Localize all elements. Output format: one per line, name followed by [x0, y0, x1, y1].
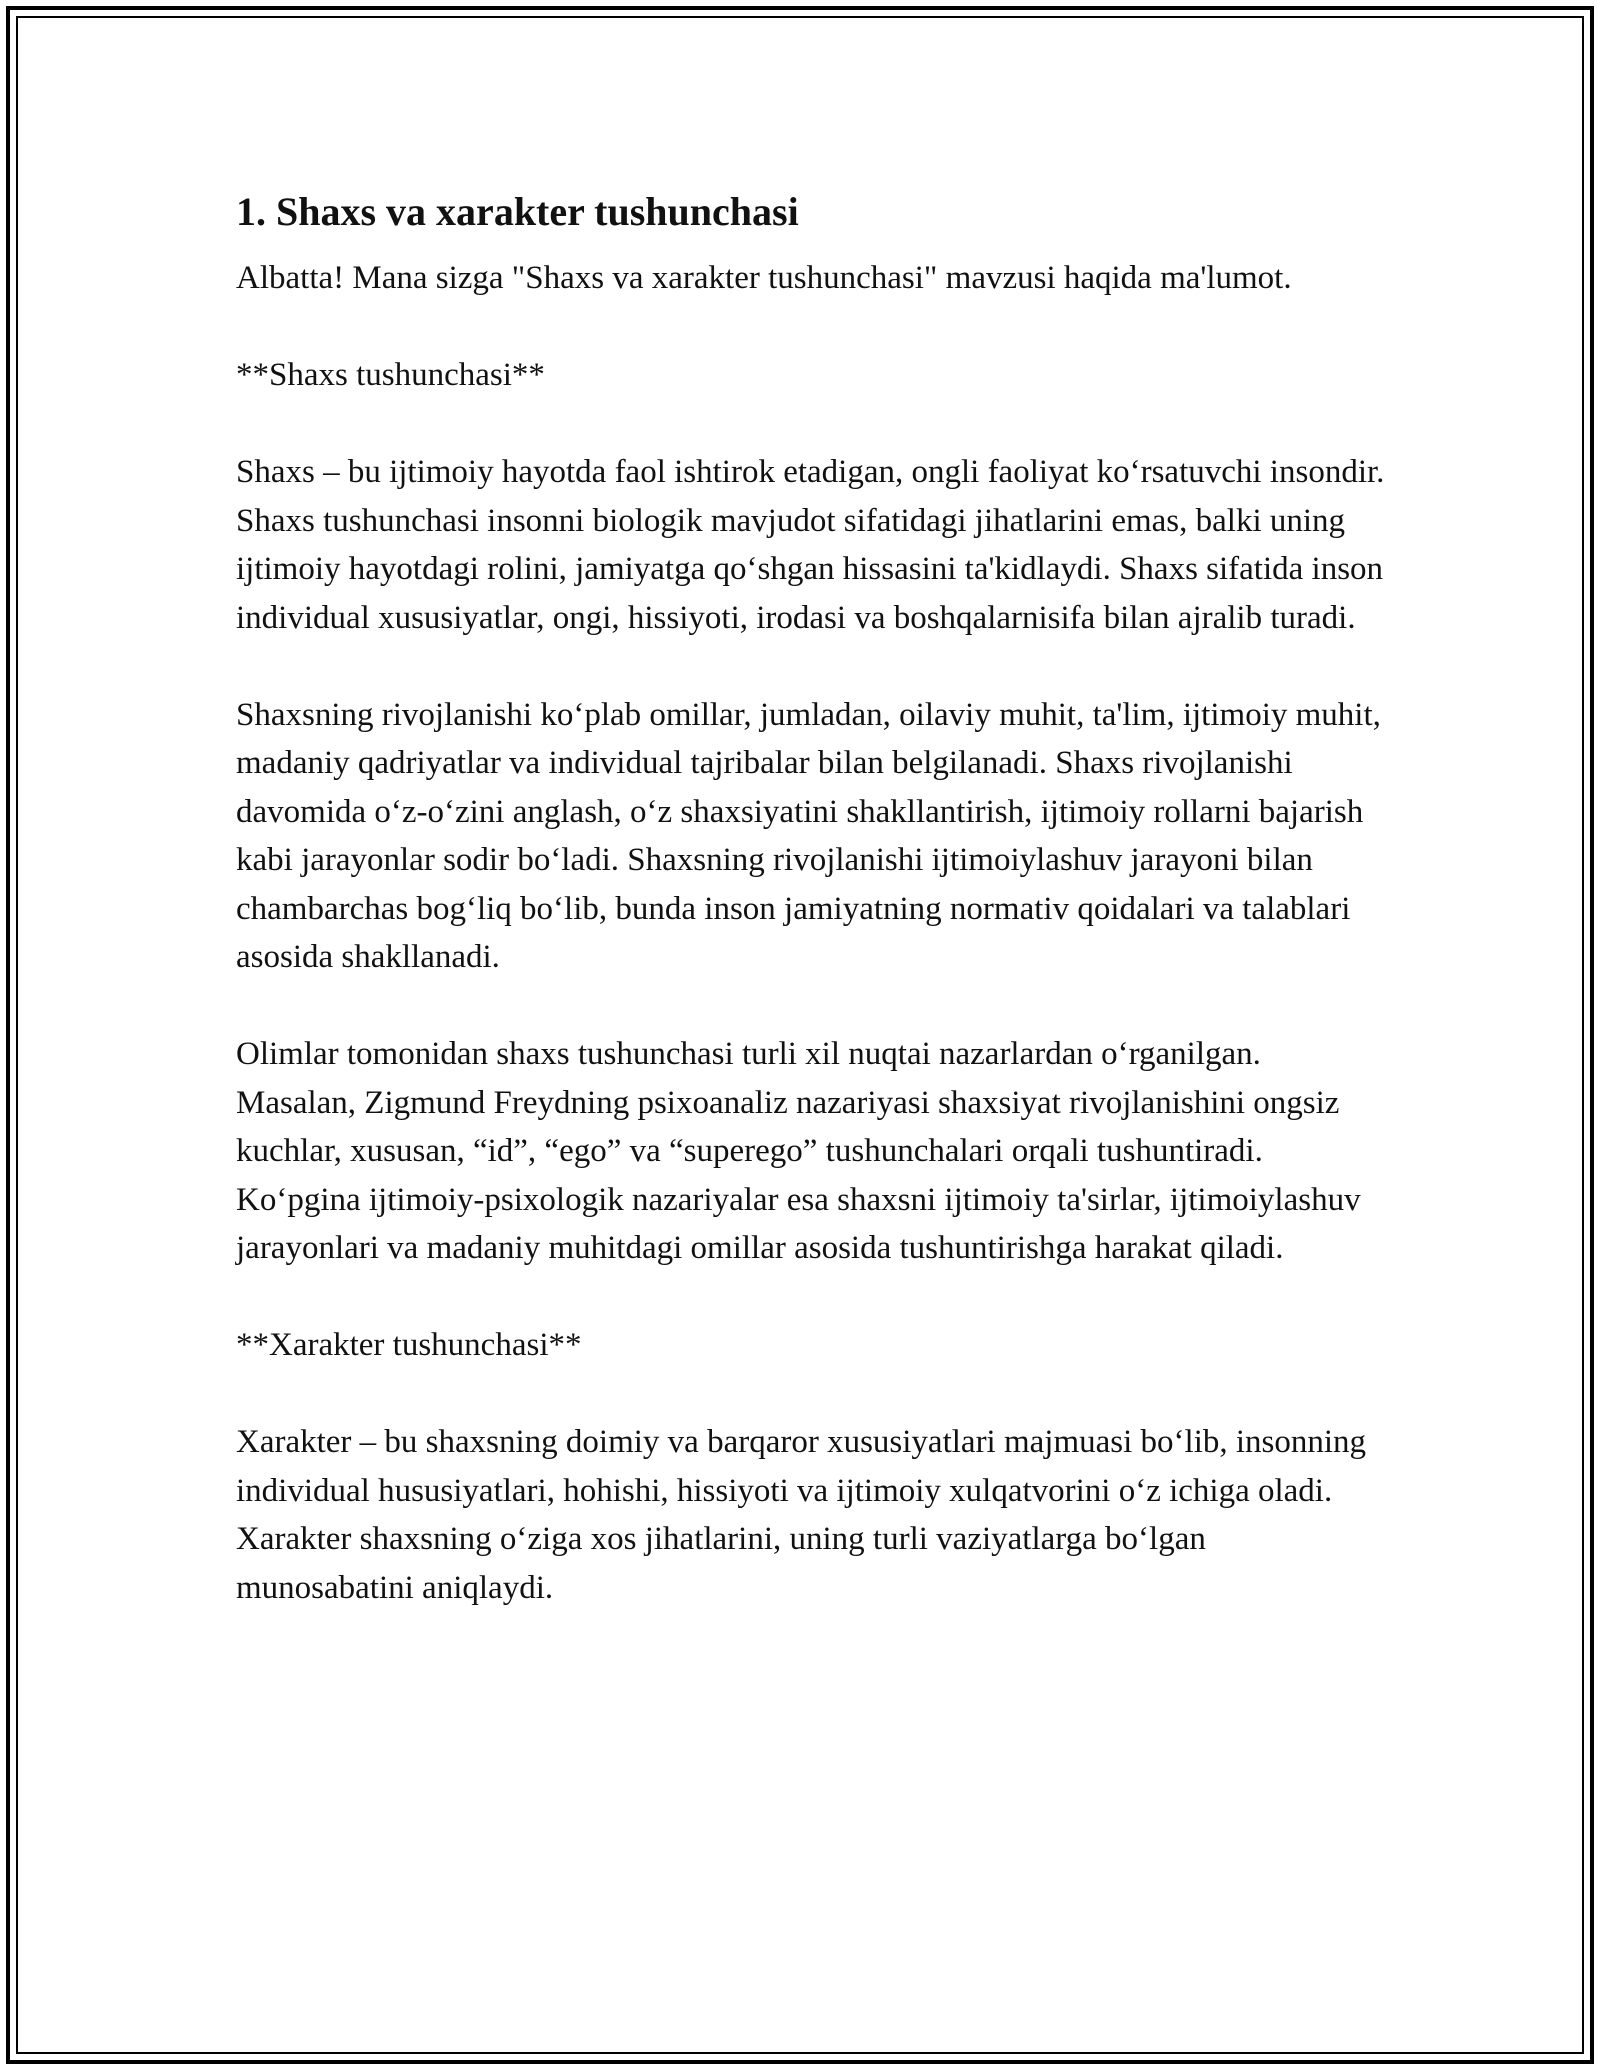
paragraph-xarakter-definition: Xarakter – bu shaxsning doimiy va barqaror xususiyatlari majmuasi boʻlib, insonning individual hususiyatlari, hohishi, hissiyoti va ijtimoiy xulqatvorini oʻz ichiga oladi. Xarakter shaxsning oʻziga xos jihatlarini, uning turli vaziyatlarga boʻlgan munosabatini aniqlaydi.: [236, 1424, 1367, 1606]
paragraph-shaxs-definition: Shaxs – bu ijtimoiy hayotda faol ishtirok etadigan, ongli faoliyat koʻrsatuvchi insondir. Shaxs tushunchasi insonni biologik mavjudot sifatidagi jihatlarini emas, balki uning ijtimoiy hayotdagi rolini, jamiyatga qoʻshgan hissasini ta'kidlaydi. Shaxs sifatida inson individual xususiyatlar, ongi, hissiyoti, irodasi va boshqalarnisifa bilan ajralib turadi.: [236, 454, 1385, 636]
section-heading-xarakter: **Xarakter tushunchasi**: [236, 1327, 582, 1363]
paragraph-shaxs-theories: Olimlar tomonidan shaxs tushunchasi turli xil nuqtai nazarlardan oʻrganilgan. Masalan, Zigmund Freydning psixoanaliz nazariyasi shaxsiyat rivojlanishini ongsiz kuchlar, xususan, “id”, “ego” va “superego” tushunchalari orqali tushuntiradi. Koʻpgina ijtimoiy-psixologik nazariyalar esa shaxsni ijtimoiy ta'sirlar, ijtimoiylashuv jarayonlari va madaniy muhitdagi omillar asosida tushuntirishga harakat qiladi.: [236, 1036, 1361, 1266]
document-body: [236, 186, 1386, 1661]
paragraph-shaxs-development: Shaxsning rivojlanishi koʻplab omillar, jumladan, oilaviy muhit, ta'lim, ijtimoiy muhit, madaniy qadriyatlar va individual tajribalar bilan belgilanadi. Shaxs rivojlanishi davomida oʻz-oʻzini anglash, oʻz shaxsiyatini shakllantirish, ijtimoiy rollarni bajarish kabi jarayonlar sodir boʻladi. Shaxsning rivojlanishi ijtimoiylashuv jarayoni bilan chambarchas bogʻliq boʻlib, bunda inson jamiyatning normativ qoidalari va talablari asosida shakllanadi.: [236, 696, 1381, 975]
page-title: 1. Shaxs va xarakter tushunchasi: [236, 189, 799, 234]
paragraph-intro: Albatta! Mana sizga "Shaxs va xarakter tushunchasi" mavzusi haqida ma'lumot.: [236, 260, 1292, 296]
section-heading-shaxs: **Shaxs tushunchasi**: [236, 357, 545, 393]
